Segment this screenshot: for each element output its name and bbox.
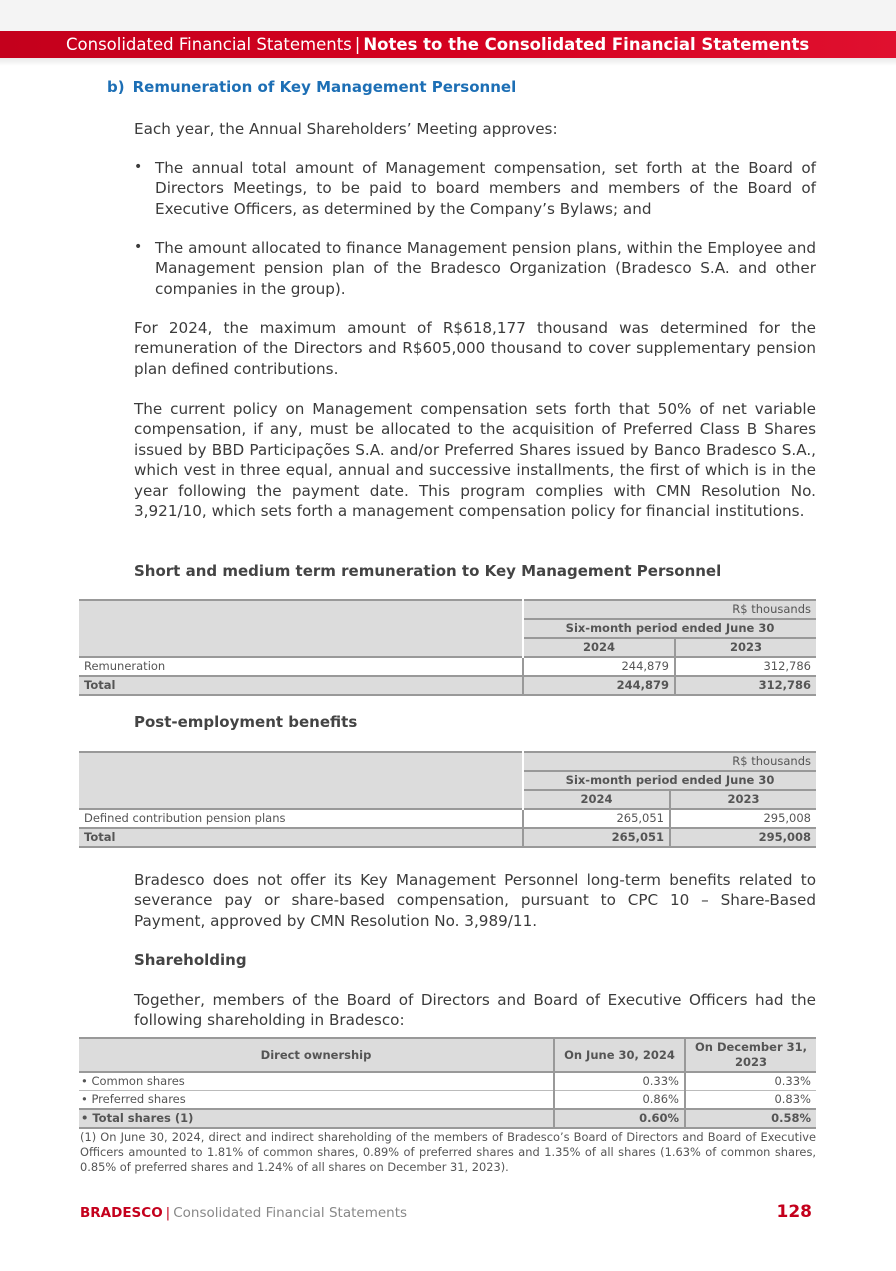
remuneration-table [79,599,816,696]
header-title: Consolidated Financial Statements [66,35,352,54]
page-number: 128 [776,1202,812,1222]
row-value-2023: 295,008 [763,811,811,825]
table-header-blank [79,752,523,809]
column-2024: 2024 [523,638,675,657]
row-value-december-2023: 0.33% [774,1074,811,1088]
column-2023: 2023 [670,790,816,809]
bullet-item-1: The annual total amount of Management compensation, set forth at the Board of Directors Meetings, to be paid to board members and members of the Board of Executive Officers, as determined by the Company’s Bylaws; and [155,159,816,218]
total-row [79,828,816,847]
top-band [0,0,896,31]
footnote: (1) On June 30, 2024, direct and indirect shareholding of the members of Bradesco’s Board of Directors and Board of Executive Officers amounted to 1.81% of common shares, 0.89% of preferred shares and 1.35% of all shares (1.63% of common shares, 0.85% of preferred shares and 1.24% of all shares on December 31, 2023). [80,1130,816,1174]
column-direct-ownership: Direct ownership [79,1038,554,1072]
period-header: Six-month period ended June 30 [523,619,816,638]
row-label: Remuneration [79,657,523,676]
footer-brand: BRADESCO [80,1205,163,1221]
table-row [79,809,816,828]
total-value-2023: 295,008 [758,830,811,844]
row-value-june-2024: 0.33% [554,1072,685,1091]
row-value-june-2024: 0.86% [554,1091,685,1110]
total-value-june-2024: 0.60% [554,1109,685,1128]
row-value-2024: 265,051 [523,809,670,828]
total-value-2024: 265,051 [523,828,670,847]
unit-label: R$ thousands [523,600,816,619]
header-shadow [0,58,896,66]
paragraph-long-term-benefits: Bradesco does not offer its Key Management Personnel long-term benefits related to severance pay or share-based compensation, pursuant to CPC 10 – Share-Based Payment, approved by CMN Resolution No. 3,989/11. [134,871,816,930]
header-subtitle: Notes to the Consolidated Financial Statements [363,35,810,54]
row-label: • Preferred shares [79,1091,554,1110]
column-june-2024: On June 30, 2024 [554,1038,685,1072]
post-employment-table [79,751,816,848]
table-row [79,1091,816,1110]
total-value-2023: 312,786 [758,678,811,692]
column-2024: 2024 [523,790,670,809]
total-row [79,676,816,695]
table-row [79,657,816,676]
shareholding-intro: Together, members of the Board of Directors and Board of Executive Officers had the following shareholding in Bradesco: [134,991,816,1030]
intro-paragraph: Each year, the Annual Shareholders’ Meeting approves: [134,120,558,138]
table2-title: Post-employment benefits [134,713,358,731]
section-title: Remuneration of Key Management Personnel [132,78,517,96]
row-value-2023: 312,786 [763,659,811,673]
bullet-item-2: The amount allocated to finance Management pension plans, within the Employee and Management pension plan of the Bradesco Organization (Bradesco S.A. and other companies in the group). [155,239,816,298]
bullet-dot: • [134,159,143,175]
table-row [79,1072,816,1091]
total-value-2024: 244,879 [523,676,675,695]
bullet-dot: • [134,239,143,255]
row-label: Defined contribution pension plans [79,809,523,828]
row-label: • Common shares [79,1072,554,1091]
page-header [0,31,896,58]
shareholding-table [79,1037,816,1129]
section-letter: b) [107,78,125,96]
row-value-2024: 244,879 [523,657,675,676]
total-label: Total [79,676,523,695]
unit-label: R$ thousands [523,752,816,771]
total-value-december-2023: 0.58% [771,1111,811,1125]
footer-text: Consolidated Financial Statements [173,1205,408,1221]
shareholding-title: Shareholding [134,951,247,969]
paragraph-compensation-policy: The current policy on Management compensation sets forth that 50% of net variable compensation, if any, must be allocated to the acquisition of Preferred Class B Shares issued by BBD Participações S.A. and/or Preferred Shares issued by Banco Bradesco S.A., which vest in three equal, annual and successive installments, the first of which is in the year following the payment date. This program complies with CMN Resolution No. 3,921/10, which sets forth a management compensation policy for financial institutions. [134,400,816,521]
table-header-blank [79,600,523,657]
paragraph-2024-amount: For 2024, the maximum amount of R$618,177 thousand was determined for the remuneration of the Directors and R$605,000 thousand to cover supplementary pension plan defined contributions. [134,319,816,378]
column-december-2023: On December 31, 2023 [695,1040,807,1069]
total-label: • Total shares (1) [79,1109,554,1128]
header-separator: | [354,35,361,54]
footer-separator: | [165,1205,171,1221]
total-label: Total [79,828,523,847]
column-2023: 2023 [675,638,816,657]
table1-title: Short and medium term remuneration to Key Management Personnel [134,562,722,580]
total-row [79,1109,816,1128]
section-heading [107,78,516,96]
period-header: Six-month period ended June 30 [523,771,816,790]
row-value-december-2023: 0.83% [774,1092,811,1106]
page-footer [80,1205,407,1221]
